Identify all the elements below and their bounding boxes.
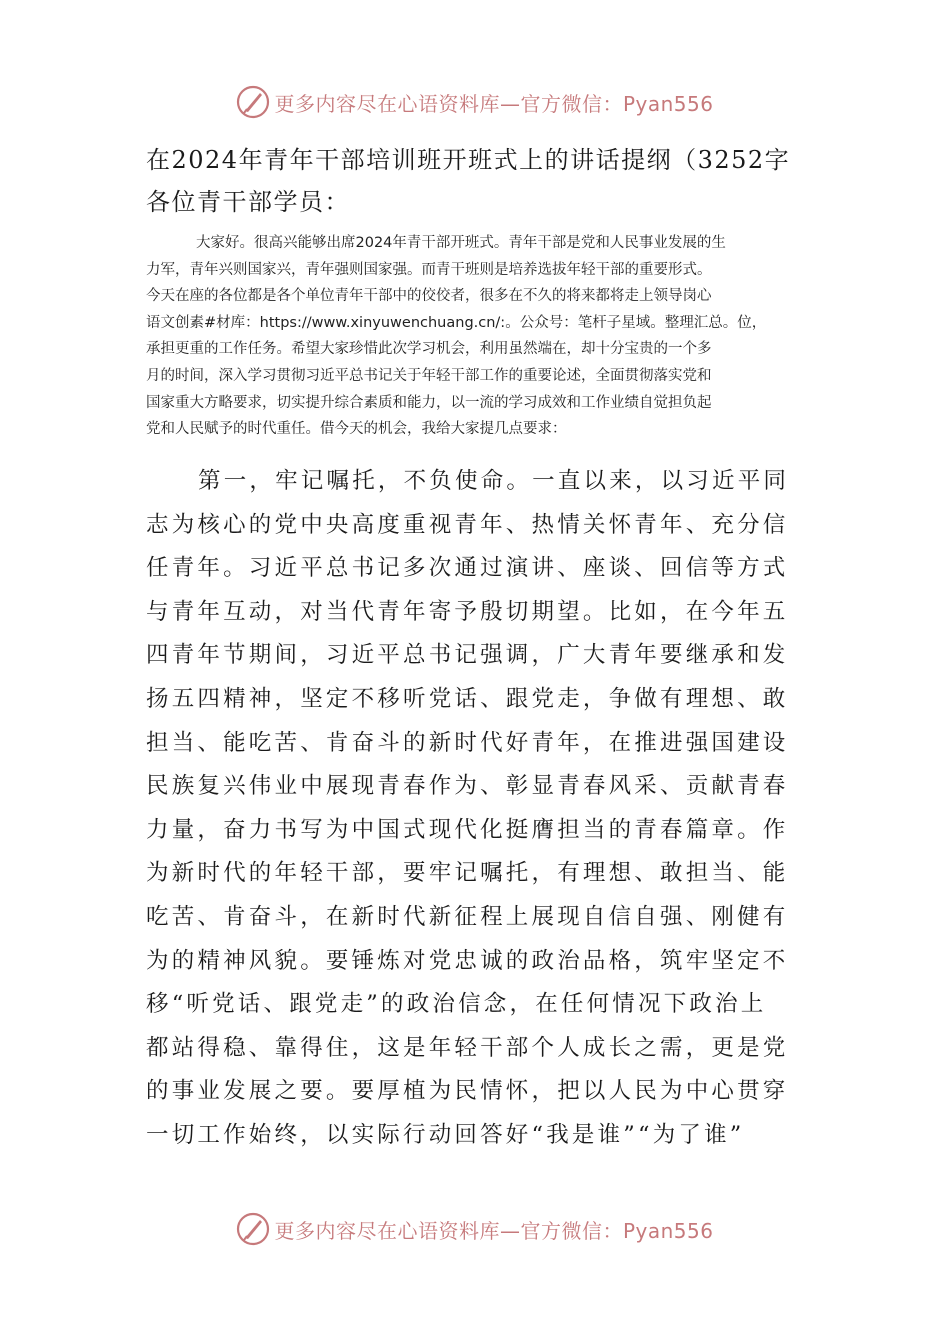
body-line: 的事业发展之要。要厚植为民情怀，把以人民为中心贯穿	[146, 1078, 789, 1105]
body-line: 力量，奋力书写为中国式现代化挺膺担当的青春篇章。作	[146, 816, 789, 843]
header-banner	[0, 82, 950, 122]
body-line: 民族复兴伟业中展现青春作为、彰显青春风采、贡献青春	[146, 773, 789, 800]
intro-line: 月的时间，深入学习贯彻习近平总书记关于年轻干部工作的重要论述，全面贯彻落实党和	[146, 367, 712, 384]
body-line: 一切工作始终，以实际行动回答好“我是谁”“为了谁”	[146, 1121, 745, 1148]
intro-line: 国家重大方略要求，切实提升综合素质和能力，以一流的学习成效和工作业绩自觉担负起	[146, 394, 712, 411]
body-line: 都站得稳、靠得住，这是年轻干部个人成长之需，更是党	[146, 1034, 789, 1061]
quill-logo-icon	[236, 85, 270, 119]
body-line: 第一，牢记嘱托，不负使命。一直以来，以习近平同	[198, 468, 790, 494]
intro-line: 语文创素#材库：https://www.xinyuwenchuang.cn/:。公众号：笔杆子星域。整理汇总。位，	[146, 314, 767, 331]
quill-logo-icon	[236, 1212, 270, 1246]
intro-line: 党和人民赋予的时代重任。借今天的机会，我给大家提几点要求：	[146, 421, 567, 438]
body-line: 为的精神风貌。要锤炼对党忠诚的政治品格，筑牢坚定不	[146, 947, 789, 974]
body-line: 与青年互动，对当代青年寄予殷切期望。比如，在今年五	[146, 598, 789, 625]
footer-banner	[0, 1209, 950, 1249]
body-line: 志为核心的党中央高度重视青年、热情关怀青年、充分信	[146, 511, 789, 538]
intro-paragraph	[146, 230, 812, 443]
intro-line: 今天在座的各位都是各个单位青年干部中的佼佼者，很多在不久的将来都将走上领导岗心	[146, 288, 712, 305]
intro-line: 承担更重的工作任务。希望大家珍惜此次学习机会，利用虽然端在，却十分宝贵的一个多	[146, 341, 712, 358]
body-line: 四青年节期间，习近平总书记强调，广大青年要继承和发	[146, 642, 789, 669]
body-paragraph	[146, 460, 812, 1158]
banner-text: 更多内容尽在心语资料库—官方微信：Pyan556	[274, 1218, 714, 1243]
banner-text: 更多内容尽在心语资料库—官方微信：Pyan556	[274, 91, 714, 116]
body-line: 担当、能吃苦、肯奋斗的新时代好青年，在推进强国建设	[146, 729, 789, 756]
body-line: 扬五四精神，坚定不移听党话、跟党走，争做有理想、敢	[146, 685, 789, 712]
body-line: 吃苦、肯奋斗，在新时代新征程上展现自信自强、刚健有	[146, 903, 789, 930]
body-line: 为新时代的年轻干部，要牢记嘱托，有理想、敢担当、能	[146, 860, 789, 887]
intro-line: 大家好。很高兴能够出席2024年青干部开班式。青年干部是党和人民事业发展的生	[196, 235, 726, 251]
salutation: 各位青干部学员：	[146, 188, 350, 216]
body-line: 任青年。习近平总书记多次通过演讲、座谈、回信等方式	[146, 555, 789, 582]
intro-line: 力军，青年兴则国家兴，青年强则国家强。而青干班则是培养选拔年轻干部的重要形式。	[146, 261, 712, 278]
body-line: 移“听党话、跟党走”的政治信念，在任何情况下政治上	[146, 991, 767, 1018]
document-title: 在2024年青年干部培训班开班式上的讲话提纲（3252字	[146, 146, 791, 174]
